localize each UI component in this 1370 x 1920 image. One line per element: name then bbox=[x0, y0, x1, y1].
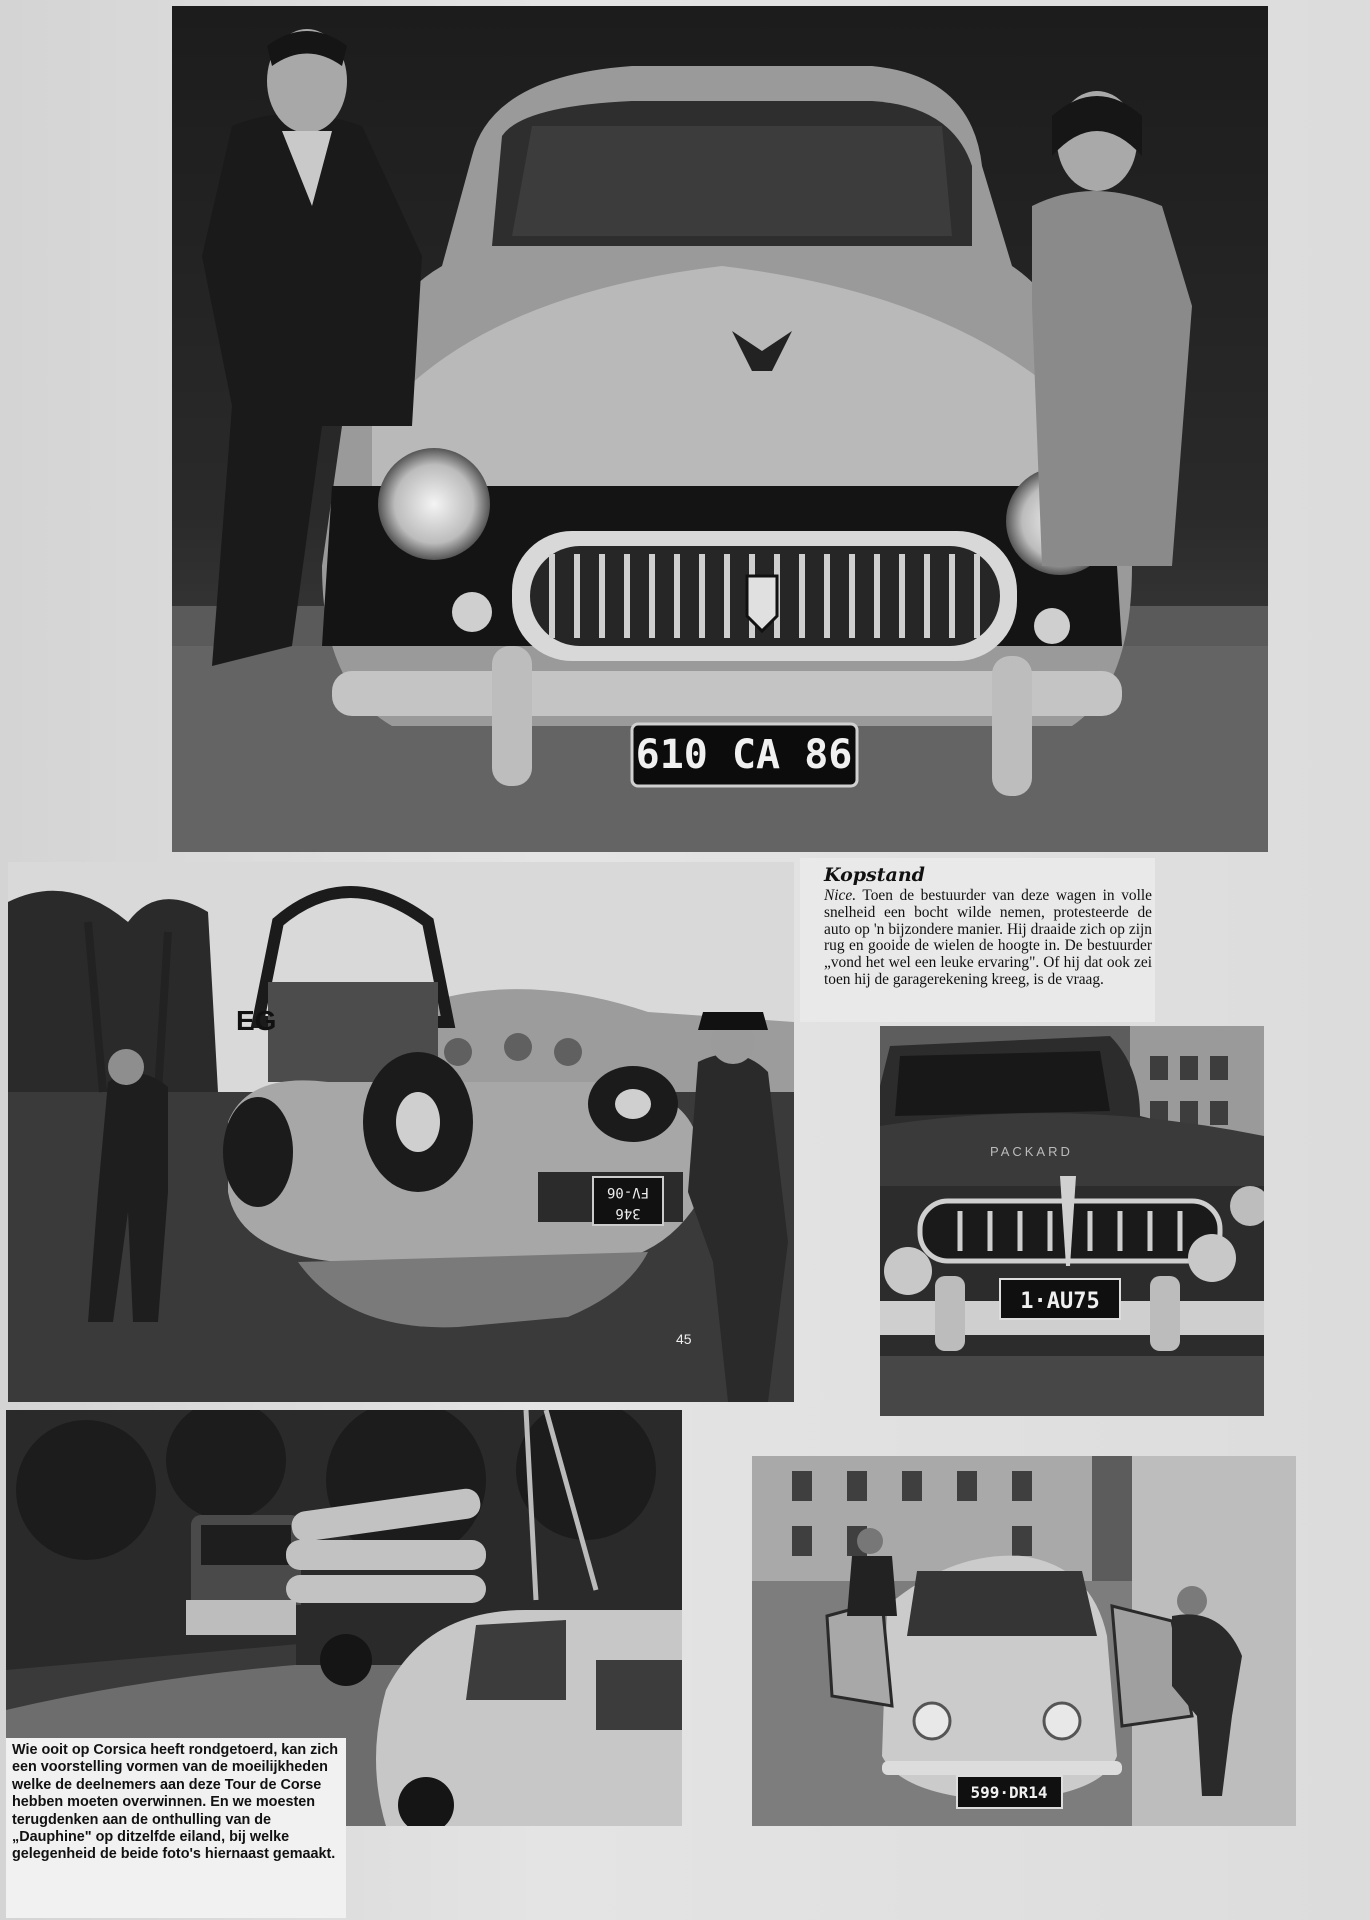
license-plate-packard bbox=[1000, 1279, 1120, 1319]
caption-tour-de-corse bbox=[6, 1738, 346, 1918]
license-plate-top bbox=[632, 724, 857, 786]
photo-packard-front bbox=[880, 1026, 1264, 1416]
article-headline: Kopstand bbox=[824, 864, 925, 886]
packard-badge: PACKARD bbox=[990, 1144, 1073, 1159]
caption-text: Wie ooit op Corsica heeft rondgetoerd, kan zich een voorstelling vormen van de moeilijkheden welke de deelnemers aan deze Tour de Corse hebben moeten overwinnen. En we moesten terugdenken aan de onthulling van de „Dauphine" op ditzelfde eiland, bij welke gelegenheid de beide foto's hiernaast gemaakt. bbox=[12, 1742, 339, 1863]
photo-car-with-couple bbox=[172, 6, 1268, 852]
license-plate-overturned bbox=[593, 1177, 663, 1225]
packard-plate-text: 1·AU75 bbox=[1020, 1289, 1100, 1314]
article-place: Nice. bbox=[824, 887, 857, 904]
article-text: Toen de bestuurder van deze wagen in volle snelheid een bocht wilde nemen, protesteerde de auto op 'n bijzondere manier. Hij draaide zich op zijn rug en gooide de wielen de hoogte in. De bestuurder „vond het wel een leuke ervaring". Of hij dat ook zei toen hij de garagerekening kreeg, is de vraag. bbox=[824, 887, 1152, 988]
plate-line-1: FV-06 bbox=[606, 1184, 650, 1200]
article-kopstand bbox=[800, 858, 1155, 1022]
print-number: 45 bbox=[676, 1331, 692, 1347]
license-plate-text: 610 CA 86 bbox=[635, 732, 853, 778]
photo-dauphine-town bbox=[752, 1456, 1296, 1826]
vehicle-marking: EG bbox=[236, 1005, 277, 1036]
article-body bbox=[824, 888, 1152, 989]
license-plate-dauphine bbox=[957, 1776, 1062, 1808]
photo-overturned-car bbox=[8, 862, 794, 1402]
dauphine-plate-text: 599·DR14 bbox=[970, 1783, 1048, 1802]
plate-line-2: 346 bbox=[615, 1205, 641, 1221]
